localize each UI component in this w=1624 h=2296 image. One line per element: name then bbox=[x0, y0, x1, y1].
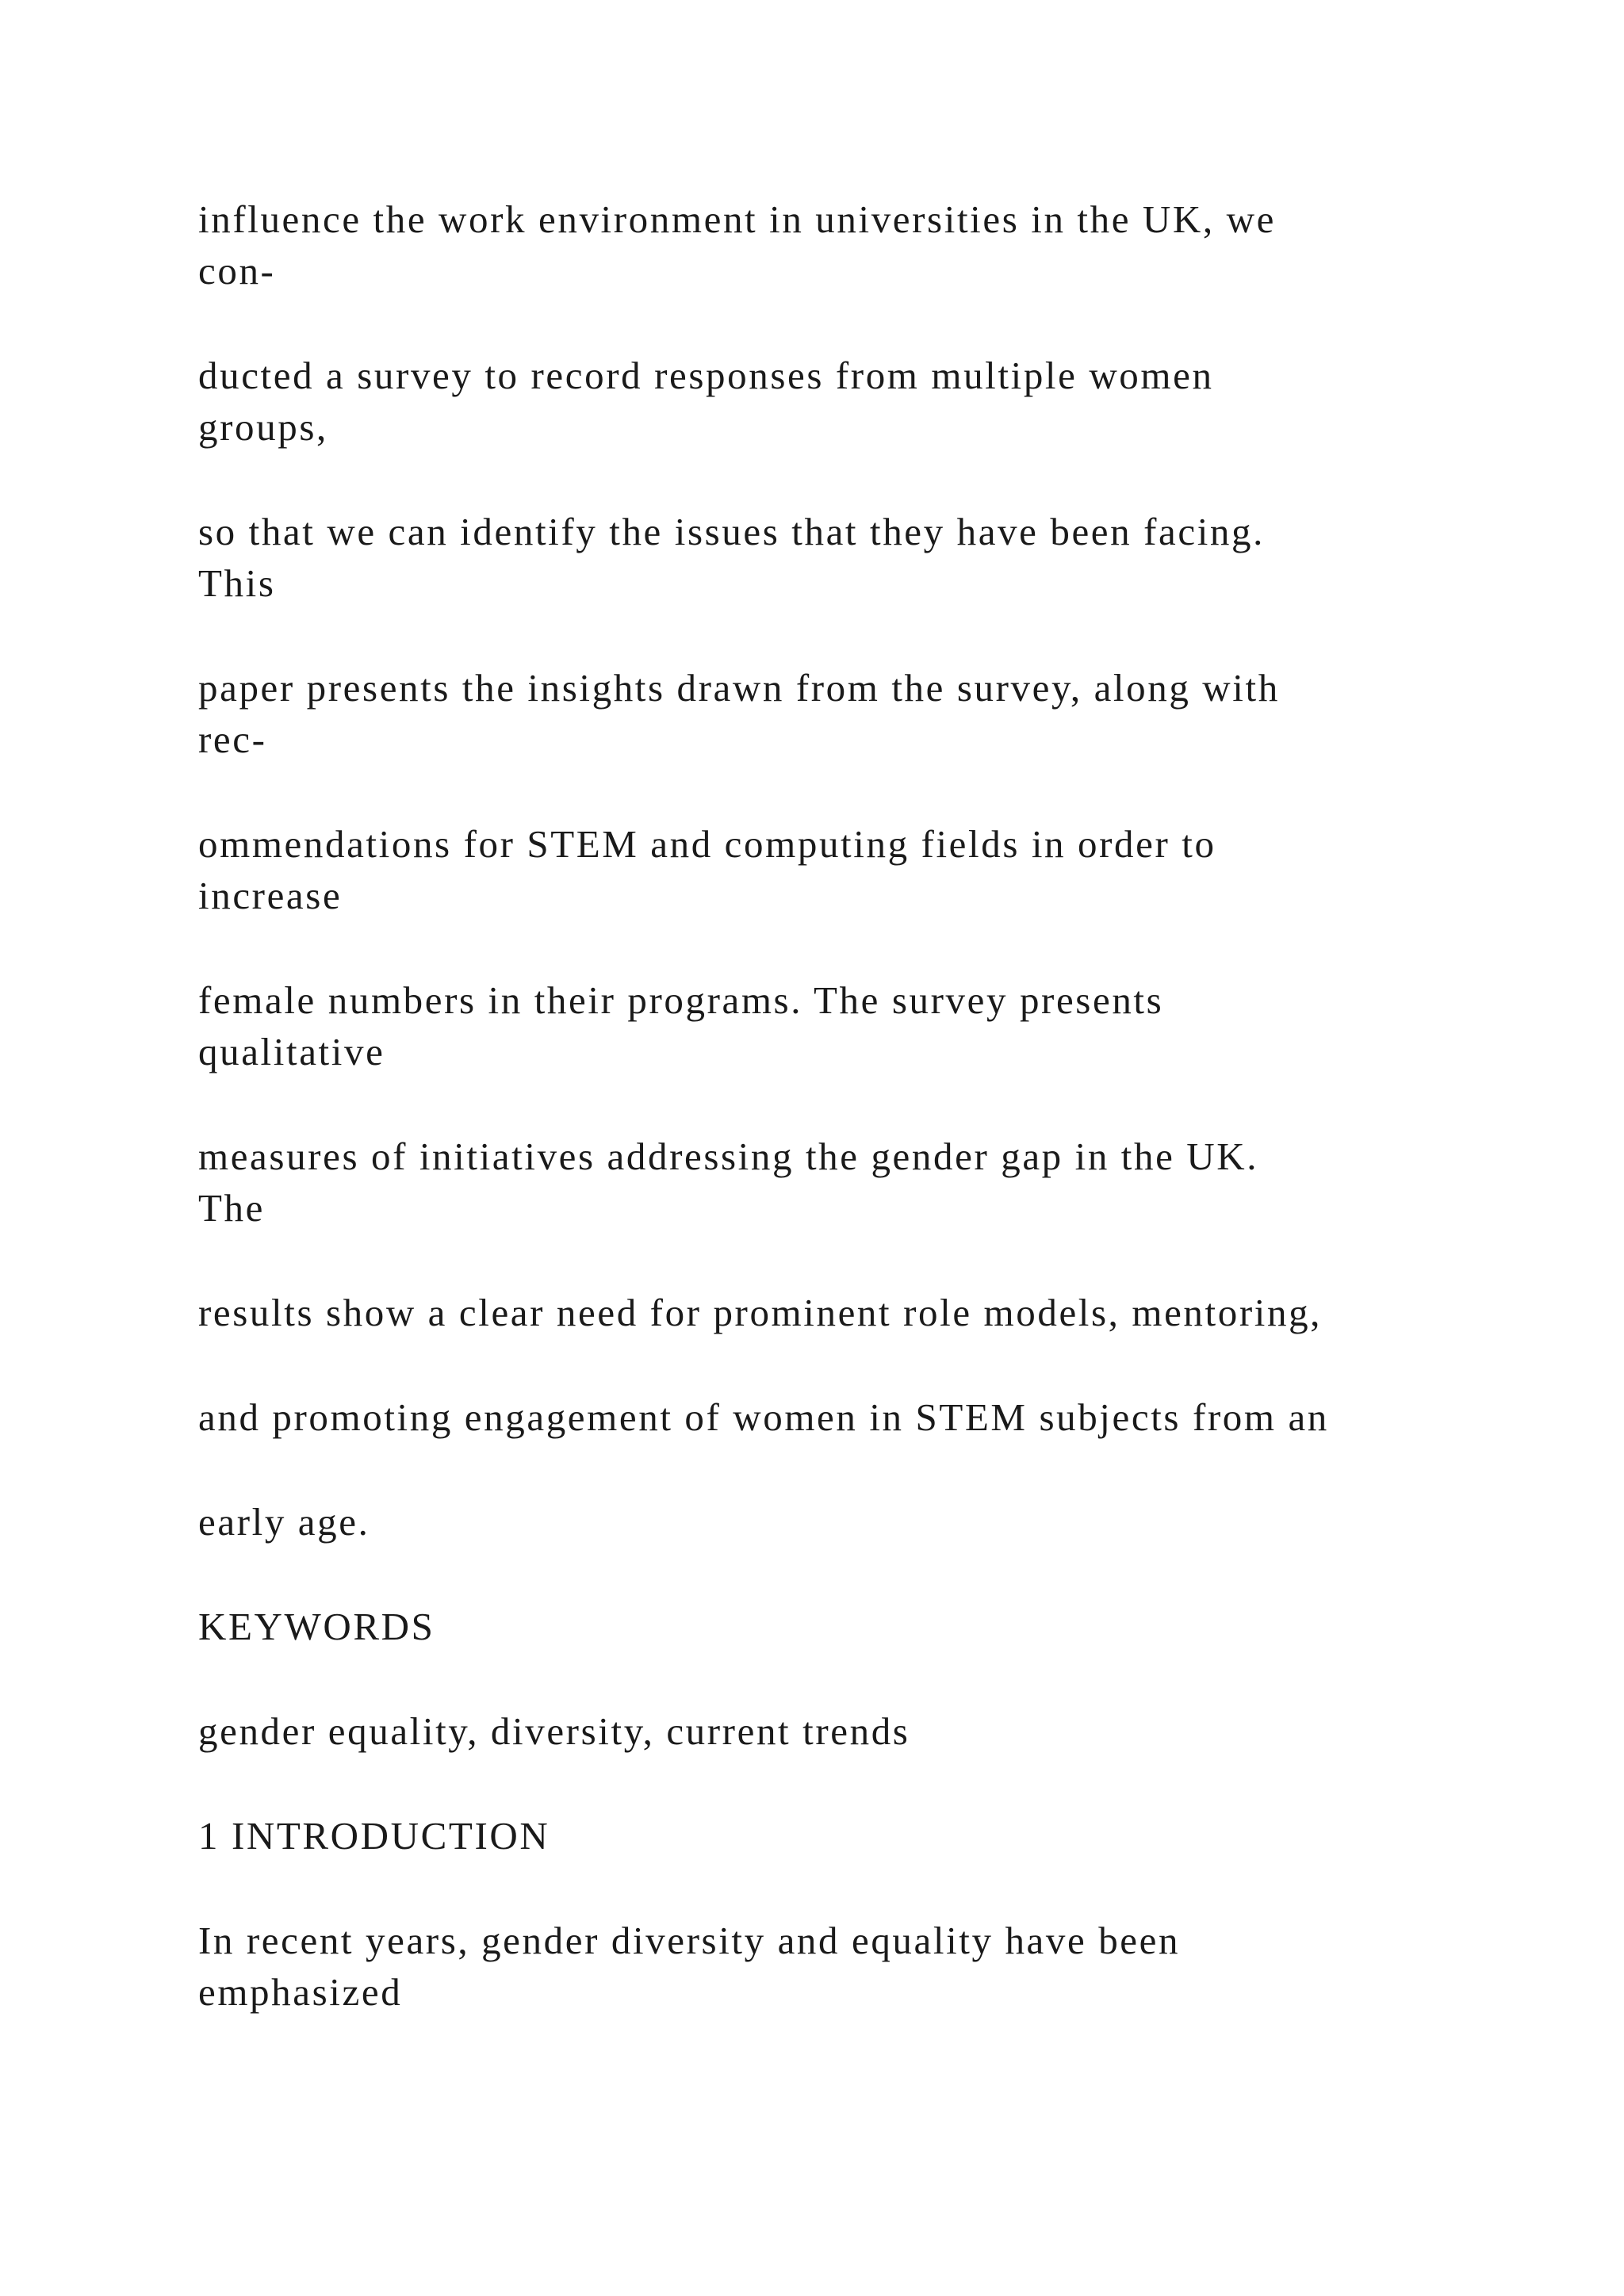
abstract-line-13: measures of initiatives addressing the gender gap in the UK. bbox=[198, 1135, 1259, 1178]
abstract-line-9: ommendations for STEM and computing fields in order to bbox=[198, 822, 1216, 866]
abstract-line-14: The bbox=[198, 1186, 265, 1230]
keywords-list: gender equality, diversity, current trends bbox=[198, 1709, 910, 1753]
keywords-heading: KEYWORDS bbox=[198, 1605, 435, 1648]
abstract-line-12: qualitative bbox=[198, 1030, 385, 1073]
abstract-line-10: increase bbox=[198, 874, 343, 917]
introduction-line-2: emphasized bbox=[198, 1970, 403, 2014]
abstract-line-16: and promoting engagement of women in STEM subjects from an bbox=[198, 1395, 1329, 1439]
abstract-line-5: so that we can identify the issues that they have been facing. bbox=[198, 510, 1265, 553]
introduction-heading: 1 INTRODUCTION bbox=[198, 1814, 550, 1858]
abstract-line-2: con- bbox=[198, 249, 276, 293]
abstract-line-15: results show a clear need for prominent role models, mentoring, bbox=[198, 1291, 1323, 1334]
abstract-line-17: early age. bbox=[198, 1500, 370, 1544]
abstract-line-11: female numbers in their programs. The survey presents bbox=[198, 978, 1164, 1022]
abstract-line-6: This bbox=[198, 561, 276, 605]
abstract-line-8: rec- bbox=[198, 718, 267, 761]
abstract-line-7: paper presents the insights drawn from the survey, along with bbox=[198, 666, 1280, 710]
introduction-line-1: In recent years, gender diversity and equality have been bbox=[198, 1919, 1181, 1962]
abstract-line-4: groups, bbox=[198, 405, 328, 449]
abstract-line-1: influence the work environment in universities in the UK, we bbox=[198, 197, 1276, 241]
abstract-line-3: ducted a survey to record responses from multiple women bbox=[198, 354, 1214, 397]
